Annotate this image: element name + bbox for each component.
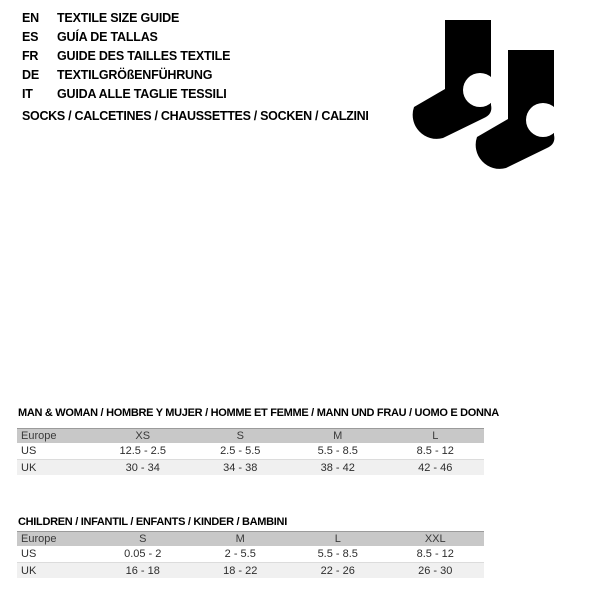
column-header-size: M: [235, 533, 245, 545]
table-title-children: CHILDREN / INFANTIL / ENFANTS / KINDER / BAMBINI: [18, 516, 287, 528]
language-row: [22, 66, 230, 85]
language-label: GUIDA ALLE TAGLIE TESSILI: [57, 87, 227, 101]
size-value-cell: 8.5 - 12: [416, 548, 454, 560]
socks-icon: [398, 8, 566, 180]
column-header-size: L: [432, 430, 439, 442]
table-title-man-woman: MAN & WOMAN / HOMBRE Y MUJER / HOMME ET FEMME / MANN UND FRAU / UOMO E DONNA: [18, 407, 499, 419]
column-header-size: S: [236, 430, 244, 442]
table-row: [17, 546, 484, 562]
row-region-label: US: [21, 548, 37, 560]
table-row: [17, 443, 484, 459]
product-category-title: SOCKS / CALCETINES / CHAUSSETTES / SOCKEN / CALZINI: [22, 109, 369, 123]
size-value-cell: 5.5 - 8.5: [317, 548, 358, 560]
size-value-cell: 16 - 18: [125, 564, 160, 577]
size-value-cell: 26 - 30: [418, 564, 453, 577]
size-value-cell: 18 - 22: [223, 564, 258, 577]
table-row: [17, 459, 484, 475]
language-row: [22, 85, 230, 104]
table-row: [17, 562, 484, 578]
language-row: [22, 9, 230, 28]
heel-cutout-front: [526, 103, 560, 137]
language-label: GUÍA DE TALLAS: [57, 30, 158, 44]
size-value-cell: 38 - 42: [320, 461, 355, 474]
row-region-label: US: [21, 445, 37, 457]
column-header-region: Europe: [21, 533, 57, 545]
language-code: ES: [22, 30, 39, 44]
size-value-cell: 12.5 - 2.5: [119, 445, 166, 457]
table-header-row: [17, 531, 484, 546]
language-list: [22, 9, 230, 104]
size-value-cell: 8.5 - 12: [416, 445, 454, 457]
table-header-row: [17, 428, 484, 443]
language-code: IT: [22, 87, 33, 101]
size-value-cell: 5.5 - 8.5: [317, 445, 358, 457]
heel-cutout-back: [463, 73, 497, 107]
column-header-size: XXL: [424, 533, 446, 545]
column-header-size: L: [334, 533, 341, 545]
size-value-cell: 0.05 - 2: [124, 548, 162, 560]
size-table-man-woman: [17, 428, 484, 475]
row-region-label: UK: [21, 461, 37, 474]
column-header-size: XS: [135, 430, 151, 442]
column-header-size: S: [139, 533, 147, 545]
language-code: DE: [22, 68, 39, 82]
language-code: EN: [22, 11, 39, 25]
language-label: TEXTILE SIZE GUIDE: [57, 11, 180, 25]
language-label: GUIDE DES TAILLES TEXTILE: [57, 49, 231, 63]
language-row: [22, 28, 230, 47]
size-value-cell: 42 - 46: [418, 461, 453, 474]
size-value-cell: 2 - 5.5: [224, 548, 256, 560]
column-header-size: M: [333, 430, 343, 442]
column-header-region: Europe: [21, 430, 57, 442]
language-code: FR: [22, 49, 39, 63]
size-value-cell: 2.5 - 5.5: [220, 445, 261, 457]
language-row: [22, 47, 230, 66]
row-region-label: UK: [21, 564, 37, 577]
language-label: TEXTILGRÖßENFÜHRUNG: [57, 68, 213, 82]
size-value-cell: 22 - 26: [320, 564, 355, 577]
size-table-children: [17, 531, 484, 578]
size-value-cell: 30 - 34: [125, 461, 160, 474]
size-value-cell: 34 - 38: [223, 461, 258, 474]
